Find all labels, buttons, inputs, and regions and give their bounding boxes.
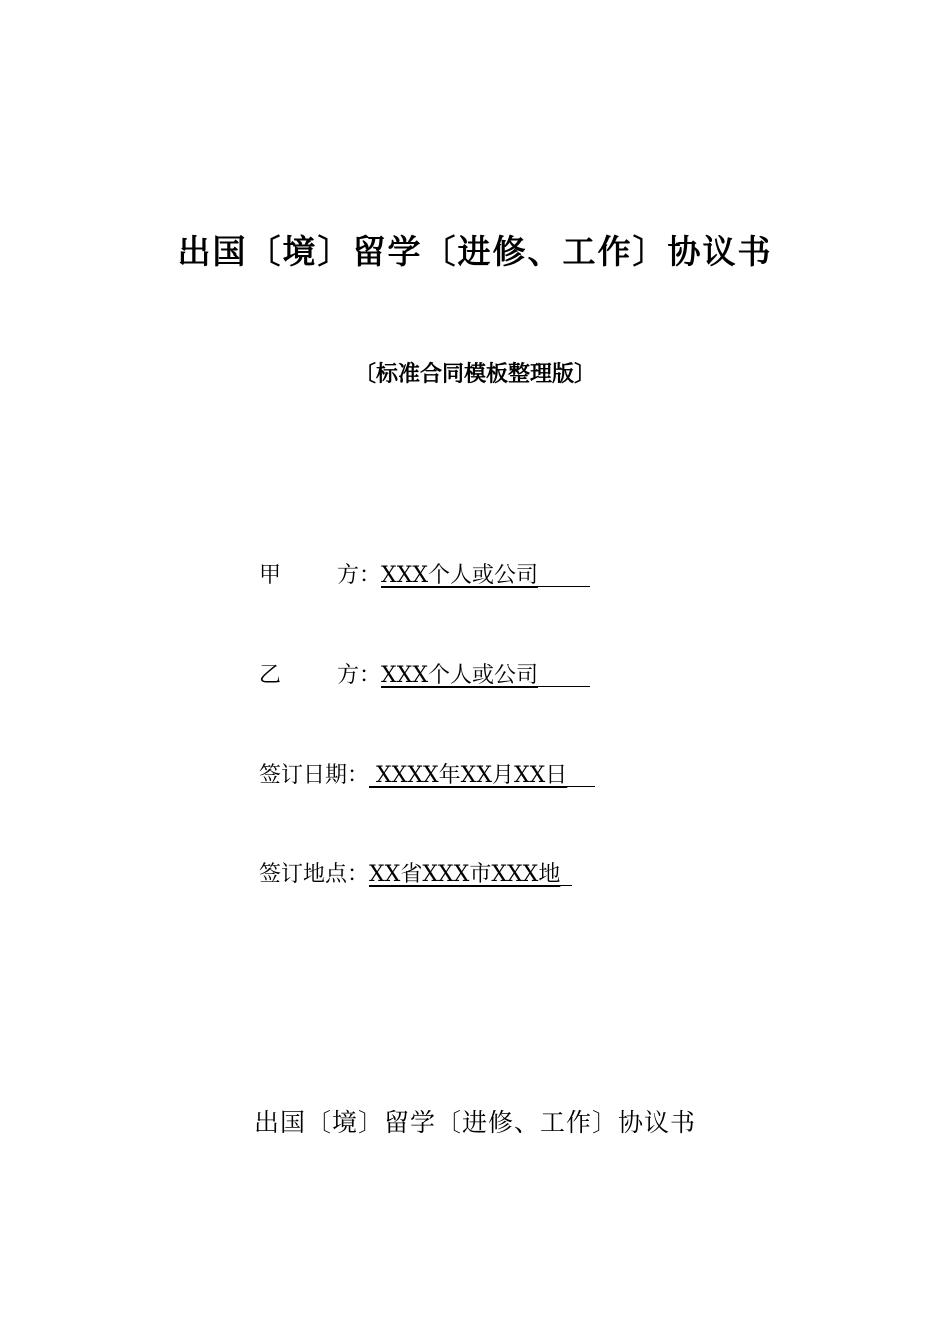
- sign-place-value: XX省XXX市XXX地: [369, 862, 561, 887]
- party-a-label-last: 方：: [337, 563, 382, 588]
- footer-title: 出国〔境〕留学〔进修、工作〕协议书: [253, 1108, 696, 1137]
- sign-date-field: [259, 759, 595, 793]
- party-b-field: [259, 659, 590, 693]
- sign-place-underline-fill: [560, 884, 572, 886]
- party-b-label-first: 乙: [259, 663, 282, 688]
- sign-date-underline-fill: [567, 785, 595, 787]
- sign-place-field: [259, 858, 572, 892]
- party-b-label-last: 方：: [337, 663, 382, 688]
- party-b-value: XXX个人或公司: [381, 663, 539, 688]
- sign-date-label: 签订日期：: [259, 763, 370, 788]
- sign-place-label: 签订地点：: [259, 862, 370, 887]
- party-b-underline-fill: [538, 685, 590, 687]
- document-subtitle: 〔标准合同模板整理版〕: [353, 361, 596, 387]
- party-a-field: [259, 559, 590, 593]
- sign-date-value: XXXX年XX月XX日: [369, 763, 568, 788]
- party-a-label-first: 甲: [259, 563, 282, 588]
- document-title: 出国〔境〕留学〔进修、工作〕协议书: [177, 232, 773, 271]
- party-a-underline-fill: [538, 585, 590, 587]
- party-a-value: XXX个人或公司: [381, 563, 539, 588]
